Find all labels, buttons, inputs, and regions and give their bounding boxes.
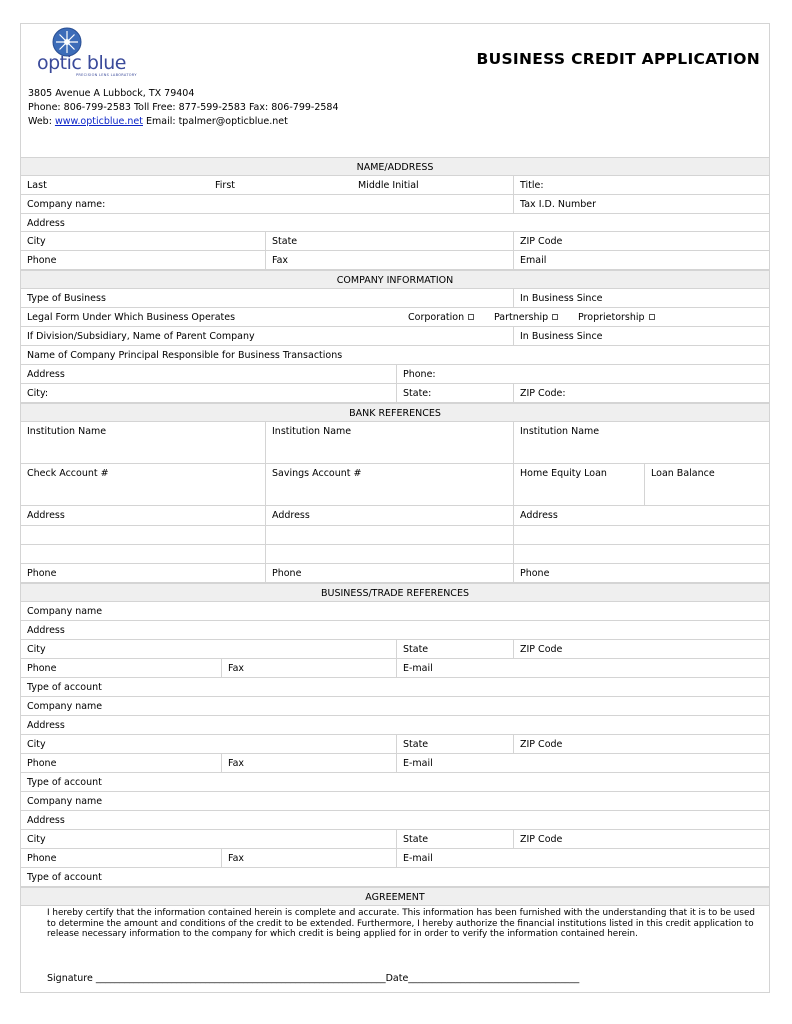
section-heading: COMPANY INFORMATION [336, 275, 454, 286]
city-row [21, 232, 769, 251]
trade-1-address-field[interactable] [21, 621, 769, 639]
business-type-field[interactable] [21, 289, 513, 307]
form-grid [21, 157, 769, 906]
bank-address-label: Address [272, 510, 310, 521]
bank-institution-row [21, 422, 769, 464]
trade-3-address-row [21, 811, 769, 830]
ci-city-label: City: [27, 388, 49, 399]
trade-email-label: E-mail [403, 758, 433, 769]
legal-form-row [21, 308, 769, 327]
bank-address-row [21, 506, 769, 526]
section-trade-references [21, 583, 769, 602]
trade-address-label: Address [27, 625, 65, 636]
trade-2-zip-field[interactable] [513, 735, 769, 753]
bank-accounts-row [21, 464, 769, 506]
corporation-label: Corporation [408, 312, 465, 323]
loan-balance-field[interactable] [644, 464, 769, 505]
last-label: Last [27, 180, 47, 191]
bank-address-2b-field[interactable] [265, 526, 513, 544]
savings-label: Savings Account # [272, 468, 362, 479]
home-equity-label: Home Equity Loan [520, 468, 607, 479]
division-label: If Division/Subsidiary, Name of Parent Company [27, 331, 255, 342]
trade-3-email-field[interactable] [396, 849, 769, 867]
ci-city-row [21, 384, 769, 403]
trade-1-company-field[interactable] [21, 602, 769, 620]
check-label: Check Account # [27, 468, 109, 479]
credit-application-form [20, 23, 770, 993]
since2-label: In Business Since [520, 331, 603, 342]
bank-address-label: Address [520, 510, 558, 521]
signature-date-line[interactable]: Signature _____________________________________________________________Date____________________________________ [47, 973, 580, 984]
website-link[interactable]: www.opticblue.net [54, 116, 143, 127]
trade-phone-label: Phone [27, 663, 57, 674]
section-heading: BUSINESS/TRADE REFERENCES [321, 588, 469, 599]
city-label: City [27, 236, 46, 247]
trade-fax-label: Fax [228, 758, 245, 769]
section-company-info [21, 270, 769, 289]
trade-2-address-field[interactable] [21, 716, 769, 734]
company-label: Company name: [27, 199, 106, 210]
home-equity-field[interactable] [513, 464, 644, 505]
trade-state-label: State [403, 834, 429, 845]
trade-2-phone-field[interactable] [21, 754, 221, 772]
trade-3-state-field[interactable] [396, 830, 513, 848]
middle-label: Middle Initial [358, 180, 419, 191]
trade-3-fax-field[interactable] [221, 849, 396, 867]
ci-address-field[interactable] [21, 365, 396, 383]
address-field[interactable] [21, 214, 769, 231]
section-heading: AGREEMENT [365, 892, 425, 903]
trade-zip-label: ZIP Code [520, 739, 563, 750]
ci-zip-field[interactable] [513, 384, 769, 402]
bank-address-1-field[interactable] [21, 506, 265, 525]
in-business-since-2-field[interactable] [513, 327, 769, 345]
phone-label: Phone [27, 255, 57, 266]
ci-phone-label: Phone: [403, 369, 436, 380]
trade-type-label: Type of account [27, 682, 102, 693]
trade-zip-label: ZIP Code [520, 644, 563, 655]
title-label: Title: [520, 180, 544, 191]
bank-phone-row [21, 564, 769, 583]
ci-state-field[interactable] [396, 384, 513, 402]
tax-id-field[interactable] [513, 195, 769, 213]
principal-row [21, 346, 769, 365]
section-name-address [21, 157, 769, 176]
bank-address-label: Address [27, 510, 65, 521]
contact-row [21, 251, 769, 270]
partnership-checkbox[interactable] [552, 314, 558, 320]
savings-account-field[interactable] [265, 464, 513, 505]
zip-field[interactable] [513, 232, 769, 250]
section-heading: NAME/ADDRESS [356, 162, 434, 173]
trade-1-state-field[interactable] [396, 640, 513, 658]
institution-2-field[interactable] [265, 422, 513, 463]
trade-2-city-field[interactable] [21, 735, 396, 753]
trade-fax-label: Fax [228, 663, 245, 674]
trade-city-label: City [27, 739, 46, 750]
bank-phone-label: Phone [27, 568, 57, 579]
trade-3-zip-field[interactable] [513, 830, 769, 848]
corporation-checkbox[interactable] [468, 314, 474, 320]
bank-address-line-2 [21, 526, 769, 545]
bank-address-1b-field[interactable] [21, 526, 265, 544]
trade-1-address-row [21, 621, 769, 640]
trade-address-label: Address [27, 720, 65, 731]
email-field[interactable] [513, 251, 769, 269]
legal-label: Legal Form Under Which Business Operates [27, 312, 236, 323]
partnership-option[interactable] [494, 312, 558, 323]
trade-3-phone-field[interactable] [21, 849, 221, 867]
trade-1-phone-row [21, 659, 769, 678]
check-account-field[interactable] [21, 464, 265, 505]
ci-zip-label: ZIP Code: [520, 388, 566, 399]
type-row [21, 289, 769, 308]
trade-1-fax-field[interactable] [221, 659, 396, 677]
trade-zip-label: ZIP Code [520, 834, 563, 845]
type-label: Type of Business [27, 293, 106, 304]
company-web [28, 116, 288, 127]
institution-3-field[interactable] [513, 422, 769, 463]
zip-label: ZIP Code [520, 236, 563, 247]
institution-1-field[interactable] [21, 422, 265, 463]
state-field[interactable] [265, 232, 513, 250]
corporation-option[interactable] [408, 312, 474, 323]
address-label: Address [27, 218, 65, 229]
trade-type-label: Type of account [27, 777, 102, 788]
company-phone: Phone: 806-799-2583 Toll Free: 877-599-2583 Fax: 806-799-2584 [28, 102, 339, 113]
page-title: BUSINESS CREDIT APPLICATION [476, 50, 760, 68]
first-label: First [215, 180, 235, 191]
title-field[interactable] [513, 176, 769, 194]
section-agreement [21, 887, 769, 906]
trade-3-type-field[interactable] [21, 868, 769, 886]
trade-2-type-field[interactable] [21, 773, 769, 791]
section-heading: BANK REFERENCES [349, 408, 441, 419]
trade-3-address-field[interactable] [21, 811, 769, 829]
trade-state-label: State [403, 644, 429, 655]
trade-1-phone-field[interactable] [21, 659, 221, 677]
proprietorship-label: Proprietorship [578, 312, 645, 323]
bank-phone-label: Phone [272, 568, 302, 579]
trade-address-label: Address [27, 815, 65, 826]
trade-2-phone-row [21, 754, 769, 773]
trade-1-type-field[interactable] [21, 678, 769, 696]
trade-2-state-field[interactable] [396, 735, 513, 753]
email-line: Email: tpalmer@opticblue.net [142, 116, 288, 127]
bank-address-line-3 [21, 545, 769, 564]
trade-1-type-row [21, 678, 769, 697]
trade-1-city-row [21, 640, 769, 659]
trade-2-city-row [21, 735, 769, 754]
trade-city-label: City [27, 644, 46, 655]
trade-phone-label: Phone [27, 853, 57, 864]
institution-label: Institution Name [27, 426, 107, 437]
trade-3-company-row [21, 792, 769, 811]
fax-label: Fax [272, 255, 289, 266]
ci-city-field[interactable] [21, 384, 396, 402]
fax-field[interactable] [265, 251, 513, 269]
bank-phone-1-field[interactable] [21, 564, 265, 582]
trade-company-label: Company name [27, 796, 103, 807]
in-business-since-field[interactable] [513, 289, 769, 307]
trade-type-label: Type of account [27, 872, 102, 883]
trade-email-label: E-mail [403, 663, 433, 674]
trade-company-label: Company name [27, 606, 103, 617]
trade-2-fax-field[interactable] [221, 754, 396, 772]
trade-state-label: State [403, 739, 429, 750]
institution-label: Institution Name [272, 426, 352, 437]
trade-2-type-row [21, 773, 769, 792]
loan-balance-label: Loan Balance [651, 468, 715, 479]
proprietorship-checkbox[interactable] [649, 314, 655, 320]
trade-2-email-field[interactable] [396, 754, 769, 772]
since-label: In Business Since [520, 293, 603, 304]
principal-field[interactable] [21, 346, 769, 364]
bank-address-2c-field[interactable] [265, 545, 513, 563]
trade-1-company-row [21, 602, 769, 621]
bank-address-3b-field[interactable] [513, 526, 769, 544]
trade-1-city-field[interactable] [21, 640, 396, 658]
trade-phone-label: Phone [27, 758, 57, 769]
legal-form-field [21, 308, 769, 326]
bank-phone-2-field[interactable] [265, 564, 513, 582]
ci-state-label: State: [403, 388, 432, 399]
trade-2-address-row [21, 716, 769, 735]
proprietorship-option[interactable] [578, 312, 655, 323]
bank-address-1c-field[interactable] [21, 545, 265, 563]
bank-phone-label: Phone [520, 568, 550, 579]
address-row [21, 214, 769, 232]
optic-blue-logo [37, 27, 157, 81]
trade-3-company-field[interactable] [21, 792, 769, 810]
logo-wordmark: optic blue [37, 52, 126, 74]
company-address: 3805 Avenue A Lubbock, TX 79404 [28, 88, 195, 99]
trade-3-type-row [21, 868, 769, 887]
trade-company-label: Company name [27, 701, 103, 712]
bank-address-3c-field[interactable] [513, 545, 769, 563]
company-name-field[interactable] [21, 195, 513, 213]
division-row [21, 327, 769, 346]
section-bank-references [21, 403, 769, 422]
state-label: State [272, 236, 298, 247]
trade-3-city-field[interactable] [21, 830, 396, 848]
parent-company-field[interactable] [21, 327, 513, 345]
company-row [21, 195, 769, 214]
tax-label: Tax I.D. Number [520, 199, 597, 210]
bank-address-3-field[interactable] [513, 506, 769, 525]
partnership-label: Partnership [494, 312, 549, 323]
trade-city-label: City [27, 834, 46, 845]
trade-1-zip-field[interactable] [513, 640, 769, 658]
principal-label: Name of Company Principal Responsible for Business Transactions [27, 350, 343, 361]
ci-phone-field[interactable] [396, 365, 769, 383]
web-label: Web: [28, 116, 55, 127]
trade-1-email-field[interactable] [396, 659, 769, 677]
institution-label: Institution Name [520, 426, 600, 437]
trade-fax-label: Fax [228, 853, 245, 864]
trade-email-label: E-mail [403, 853, 433, 864]
bank-phone-3-field[interactable] [513, 564, 769, 582]
trade-3-phone-row [21, 849, 769, 868]
phone-field[interactable] [21, 251, 265, 269]
trade-2-company-field[interactable] [21, 697, 769, 715]
trade-3-city-row [21, 830, 769, 849]
email-label: Email [520, 255, 547, 266]
ci-address-label: Address [27, 369, 65, 380]
ci-address-row [21, 365, 769, 384]
name-field[interactable] [21, 176, 513, 194]
bank-address-2-field[interactable] [265, 506, 513, 525]
logo-subtitle: PRECISION LENS LABORATORY [76, 73, 137, 77]
city-field[interactable] [21, 232, 265, 250]
name-row [21, 176, 769, 195]
trade-2-company-row [21, 697, 769, 716]
agreement-text: I hereby certify that the information contained herein is complete and accurate. This information has been furnished with the understanding that it is to be used to determine the amount and conditions of the credit to be extended. Furthermore, I hereby authorize the financial institutions listed in this credit application to release necessary information to the company for which credit is being applied for in order to verify the information contained herein. [47, 908, 755, 940]
